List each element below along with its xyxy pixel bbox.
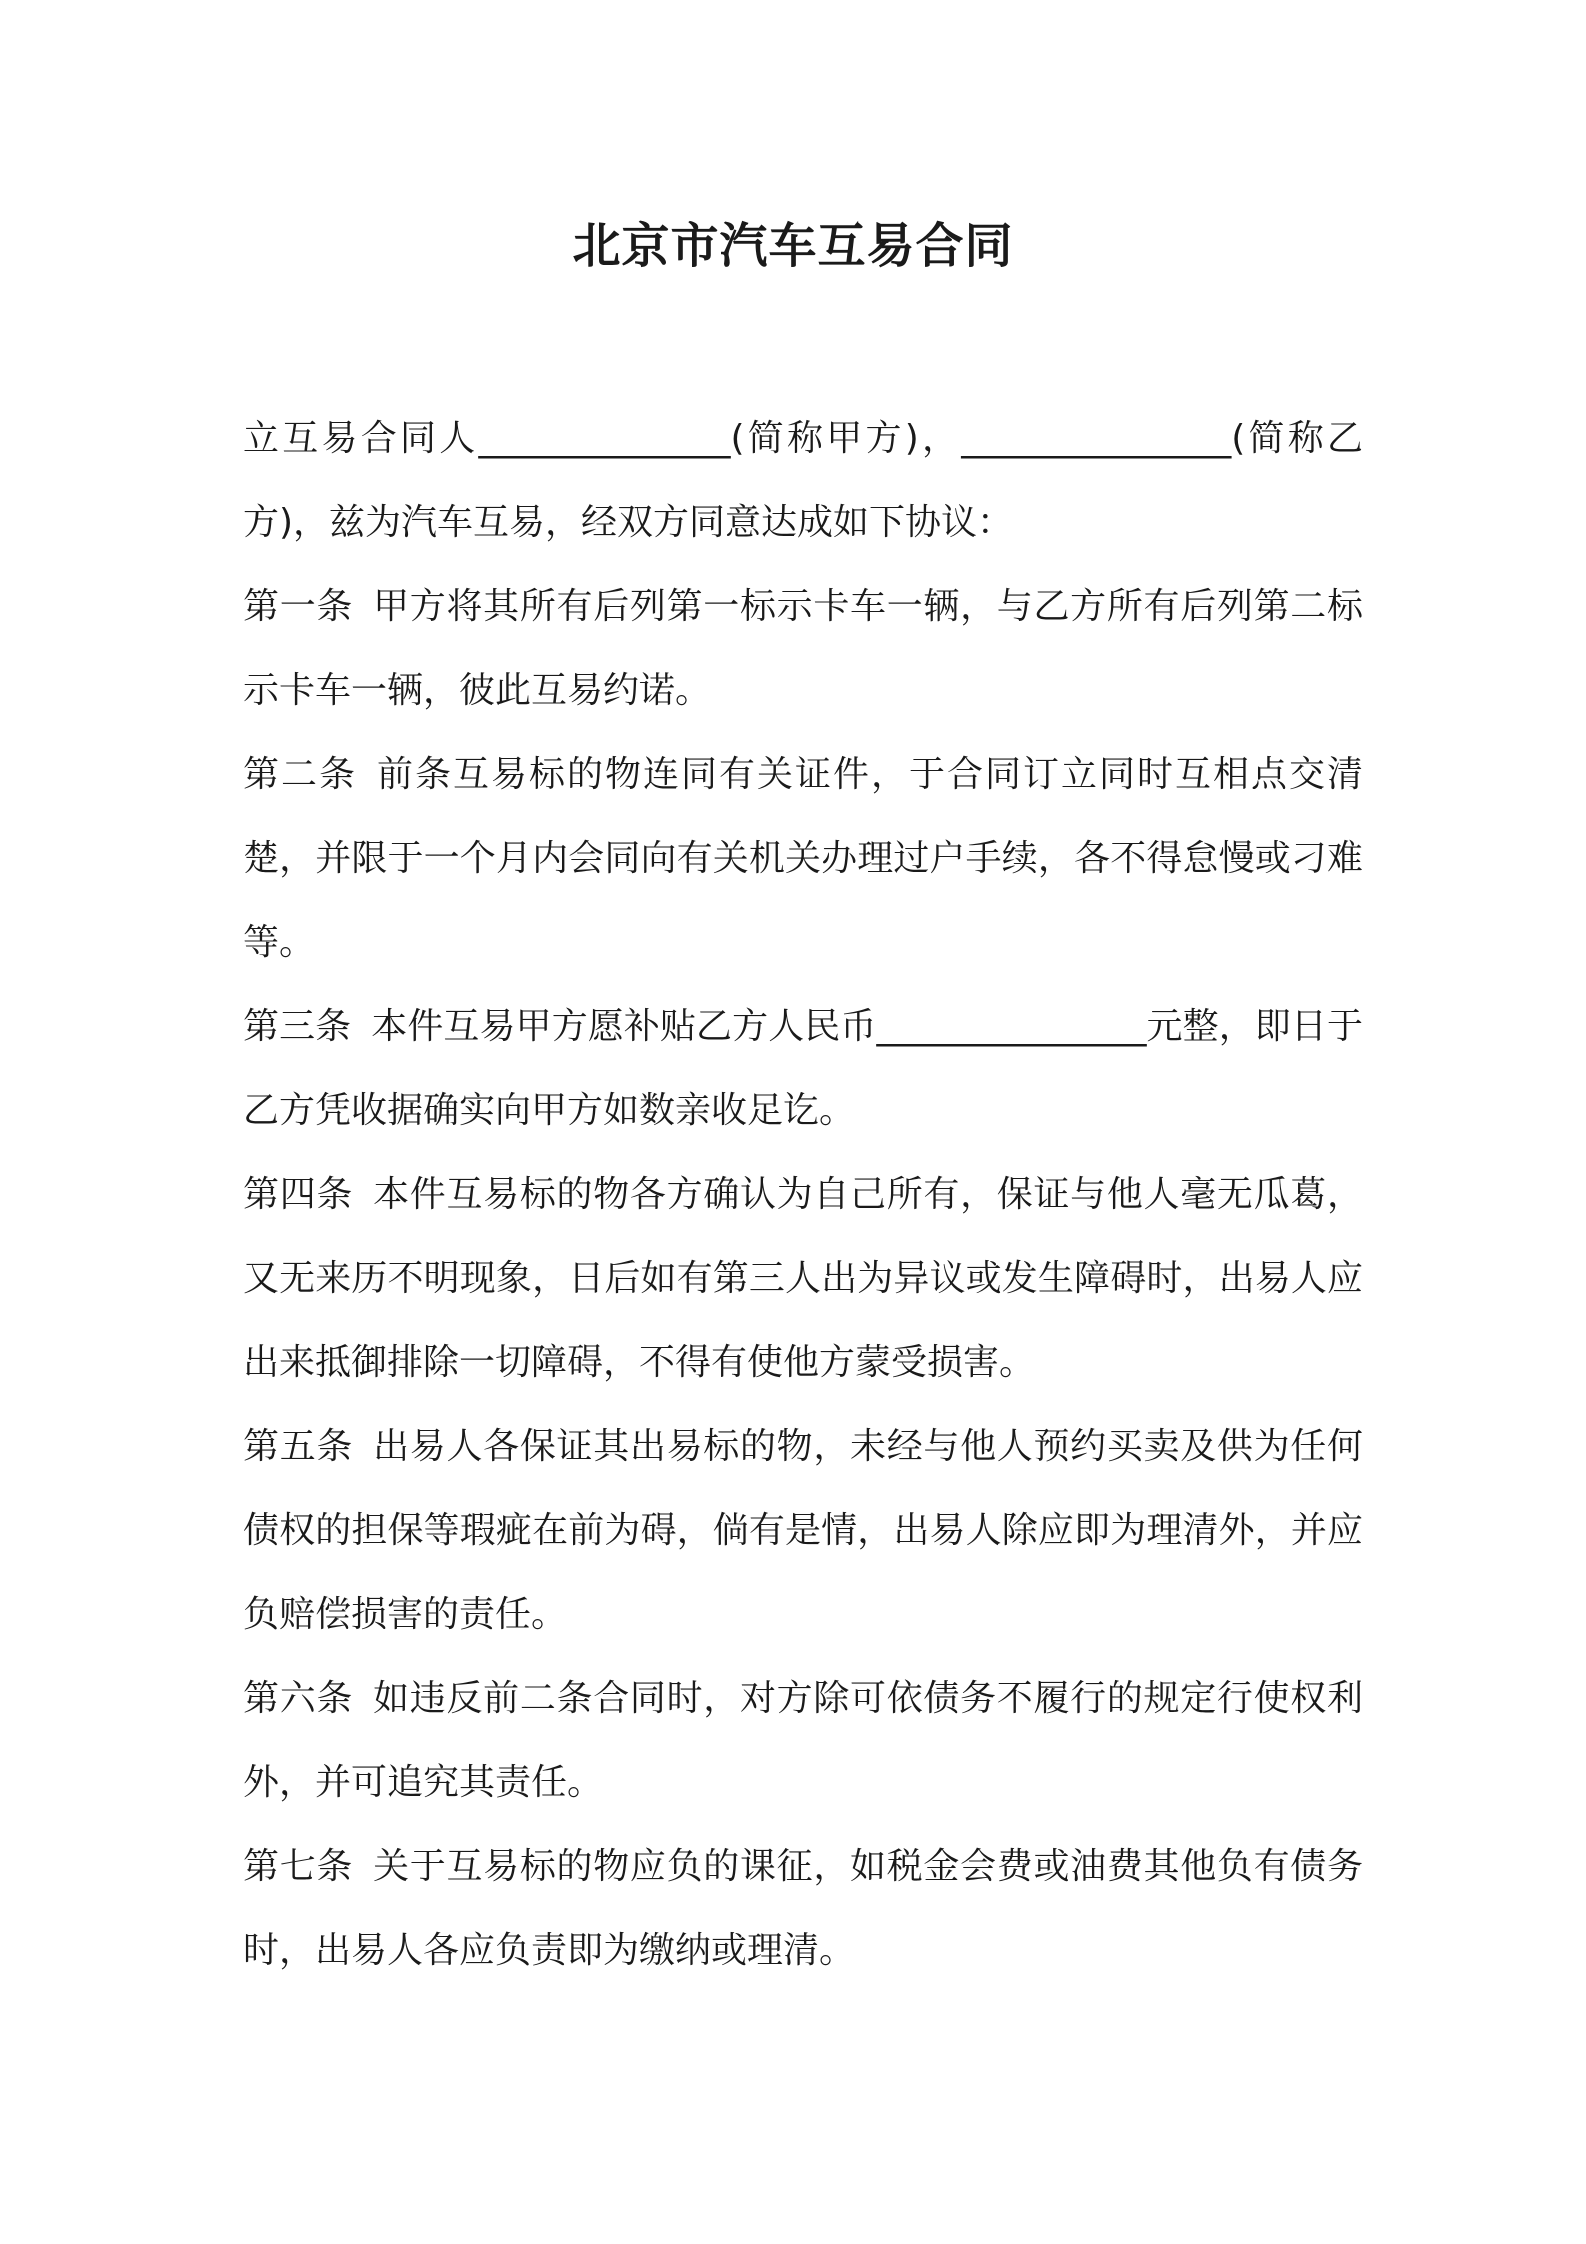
article-3 <box>243 985 1363 1153</box>
article-number: 第三条 <box>243 1006 352 1047</box>
article-number: 第一条 <box>243 586 354 627</box>
article-7 <box>243 1825 1363 1993</box>
article-5 <box>243 1405 1363 1657</box>
article-4 <box>243 1153 1363 1405</box>
article-number: 第四条 <box>243 1174 354 1215</box>
article-text: 如违反前二条合同时，对方除可依债务不履行的规定行使权利外，并可追究其责任。 <box>243 1678 1363 1803</box>
document-title: 北京市汽车互易合同 <box>572 218 1014 274</box>
article-number: 第二条 <box>243 754 357 795</box>
preamble-paragraph: 立互易合同人______________(简称甲方)，_______________(简称乙方)，兹为汽车互易，经双方同意达成如下协议： <box>243 418 1363 543</box>
article-text: 前条互易标的物连同有关证件，于合同订立同时互相点交清楚，并限于一个月内会同向有关机关办理过户手续，各不得怠慢或刁难等。 <box>243 754 1363 963</box>
article-text: 甲方将其所有后列第一标示卡车一辆，与乙方所有后列第二标示卡车一辆，彼此互易约诺。 <box>243 586 1363 711</box>
article-text: 出易人各保证其出易标的物，未经与他人预约买卖及供为任何债权的担保等瑕疵在前为碍，倘有是情，出易人除应即为理清外，并应负赔偿损害的责任。 <box>243 1426 1363 1635</box>
article-2 <box>243 733 1363 985</box>
article-1 <box>243 565 1363 733</box>
article-6 <box>243 1657 1363 1825</box>
article-number: 第七条 <box>243 1846 354 1887</box>
article-text: 本件互易甲方愿补贴乙方人民币_______________元整，即日于乙方凭收据确实向甲方如数亲收足讫。 <box>243 1006 1363 1131</box>
article-number: 第六条 <box>243 1678 354 1719</box>
article-text: 关于互易标的物应负的课征，如税金会费或油费其他负有债务时，出易人各应负责即为缴纳或理清。 <box>243 1846 1363 1971</box>
article-number: 第五条 <box>243 1426 354 1467</box>
article-text: 本件互易标的物各方确认为自己所有，保证与他人毫无瓜葛，又无来历不明现象，日后如有第三人出为异议或发生障碍时，出易人应出来抵御排除一切障碍，不得有使他方蒙受损害。 <box>243 1174 1363 1383</box>
contract-body <box>243 397 1363 1993</box>
